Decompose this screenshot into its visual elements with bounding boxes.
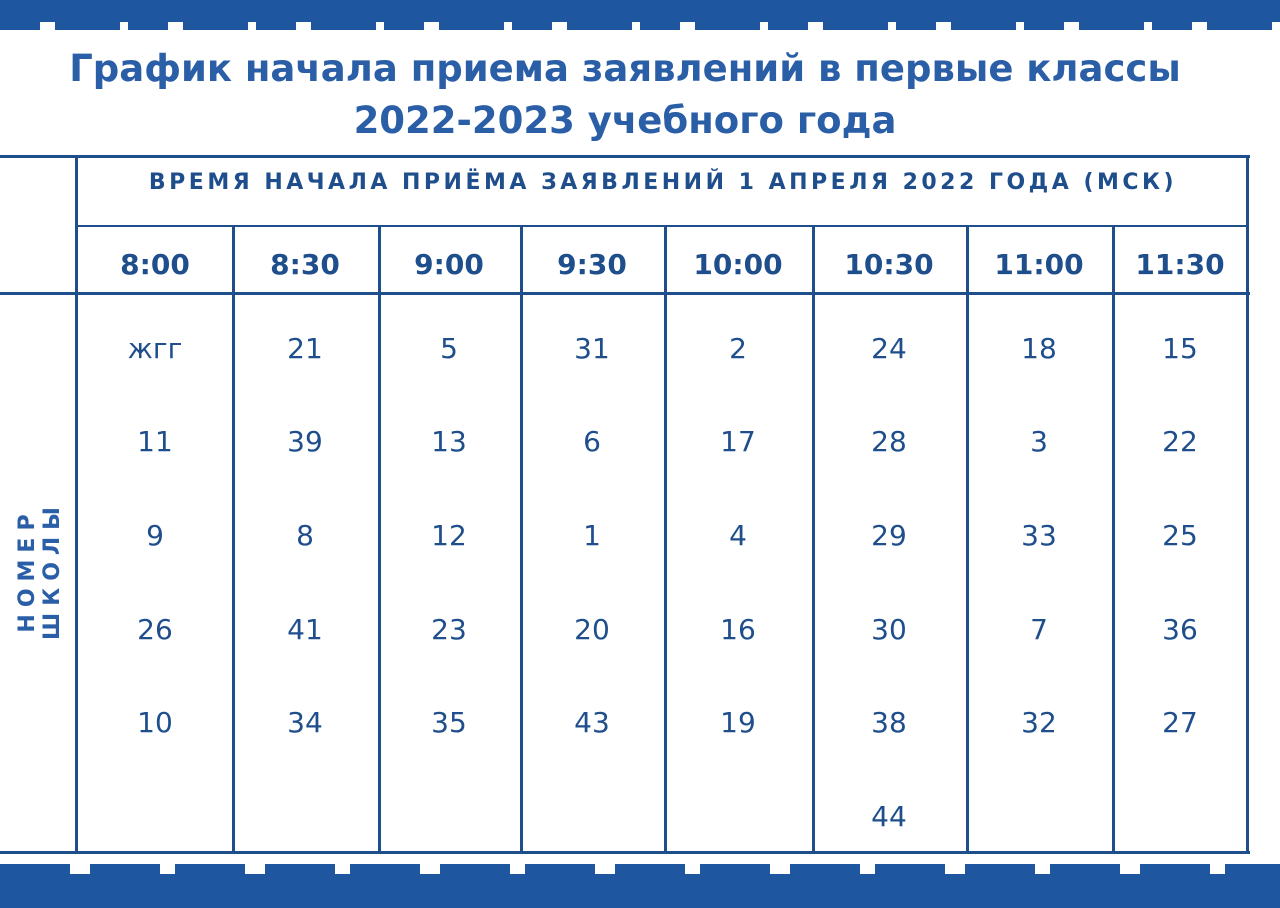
school-number-cell: 39: [287, 425, 323, 458]
time-slot-header: 9:00: [414, 248, 484, 281]
school-number-cell: 18: [1021, 332, 1057, 365]
school-number-cell: 2: [729, 332, 747, 365]
school-number-cell: 16: [720, 613, 756, 646]
school-number-cell: 24: [871, 332, 907, 365]
page-title-line1: График начала приема заявлений в первые классы: [69, 47, 1181, 90]
school-number-cell: 38: [871, 706, 907, 739]
school-number-cell: 32: [1021, 706, 1057, 739]
school-number-cell: 31: [574, 332, 610, 365]
time-slot-header: 9:30: [557, 248, 627, 281]
bottom-brush-stroke: [0, 874, 1280, 908]
row-label-vertical: НОМЕР ШКОЛЫ: [15, 500, 65, 640]
school-number-cell: 4: [729, 519, 747, 552]
school-number-cell: 28: [871, 425, 907, 458]
school-number-cell: 6: [583, 425, 601, 458]
school-number-cell: 3: [1030, 425, 1048, 458]
school-number-cell: 10: [137, 706, 173, 739]
school-number-cell: 19: [720, 706, 756, 739]
school-number-cell: 34: [287, 706, 323, 739]
school-number-cell: 17: [720, 425, 756, 458]
school-number-cell: 26: [137, 613, 173, 646]
school-number-cell: 15: [1162, 332, 1198, 365]
school-number-cell: 20: [574, 613, 610, 646]
time-slot-header: 11:30: [1135, 248, 1225, 281]
school-number-cell: 41: [287, 613, 323, 646]
school-number-cell: 21: [287, 332, 323, 365]
school-number-cell: 36: [1162, 613, 1198, 646]
table-border-top: [0, 155, 1250, 158]
school-number-cell: 35: [431, 706, 467, 739]
table-border-bottom: [0, 851, 1250, 854]
school-number-cell: 44: [871, 800, 907, 833]
school-number-cell: 27: [1162, 706, 1198, 739]
school-number-cell: 29: [871, 519, 907, 552]
top-brush-stroke: [0, 0, 1280, 22]
school-number-cell: 33: [1021, 519, 1057, 552]
time-slot-header: 10:00: [693, 248, 783, 281]
school-number-cell: жгг: [127, 332, 183, 365]
school-number-cell: 23: [431, 613, 467, 646]
school-number-cell: 7: [1030, 613, 1048, 646]
page-title-line2: 2022-2023 учебного года: [353, 99, 897, 142]
school-number-cell: 43: [574, 706, 610, 739]
school-number-cell: 5: [440, 332, 458, 365]
school-number-cell: 25: [1162, 519, 1198, 552]
time-slot-header: 11:00: [994, 248, 1084, 281]
table-header-bottom-line: [0, 292, 1250, 295]
school-number-cell: 11: [137, 425, 173, 458]
school-number-cell: 13: [431, 425, 467, 458]
school-number-cell: 8: [296, 519, 314, 552]
time-slot-header: 8:30: [270, 248, 340, 281]
school-number-cell: 12: [431, 519, 467, 552]
school-number-cell: 22: [1162, 425, 1198, 458]
table-header: ВРЕМЯ НАЧАЛА ПРИЁМА ЗАЯВЛЕНИЙ 1 АПРЕЛЯ 2022 ГОДА (МСК): [148, 170, 1178, 195]
time-slot-header: 10:30: [844, 248, 934, 281]
time-slot-header: 8:00: [120, 248, 190, 281]
school-number-cell: 1: [583, 519, 601, 552]
school-number-cell: 9: [146, 519, 164, 552]
school-number-cell: 30: [871, 613, 907, 646]
table-header-divider: [78, 225, 1248, 227]
